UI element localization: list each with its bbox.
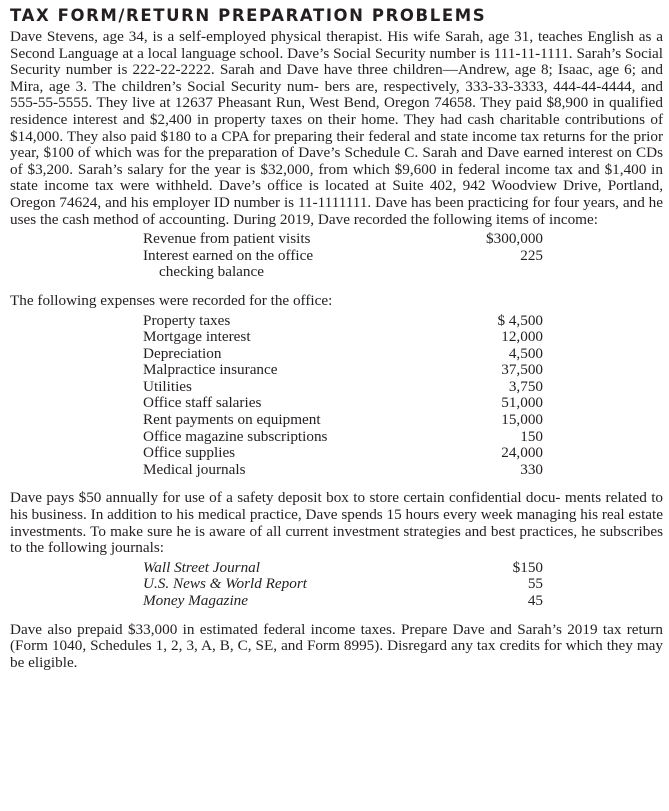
income-label: Interest earned on the office	[143, 246, 314, 264]
expense-table	[143, 313, 663, 479]
expense-label: Medical journals	[143, 460, 246, 478]
expense-row	[143, 445, 543, 462]
text-line: the cash method of accounting. During 2019, Dave recorded the following items of income:	[39, 210, 598, 228]
expenses-intro: The following expenses were recorded for the office:	[10, 291, 333, 309]
expense-row	[143, 346, 543, 363]
text-line: Dave also prepaid $33,000 in estimated federal income taxes. Prepare Dave and Sarah’s	[10, 620, 562, 638]
journal-table	[143, 560, 663, 610]
expense-amount: 150	[520, 427, 543, 445]
text-line: bers are, respectively, 333-33-3333, 444-44-4444, and 555-55-5555. They live at 12637	[10, 77, 663, 112]
income-row	[143, 264, 543, 281]
middle-paragraph	[10, 490, 663, 556]
text-line: 2019 tax return (Form 1040, Schedules 1, 2, 3, A, B, C, SE, and Form 8995). Disregard	[10, 620, 663, 655]
expense-amount: 51,000	[501, 394, 543, 412]
income-label: Revenue from patient visits	[143, 230, 311, 248]
text-line: returns for the prior year, $100 of which was for the preparation of Dave’s Schedule C.	[10, 127, 664, 162]
expense-amount: 24,000	[501, 444, 543, 462]
expense-amount: 4,500	[508, 344, 543, 362]
text-line: Sarah and Dave earned interest on CDs of $3,200. Sarah’s salary for the year is $32,000,	[10, 144, 664, 178]
journal-label: Wall Street Journal	[143, 558, 260, 576]
journal-row	[143, 576, 543, 593]
journal-amount: $150	[512, 558, 543, 576]
text-line: Dave Stevens, age 34, is a self-employed physical therapist. His wife Sarah, age 31, teaches	[10, 28, 583, 45]
text-line: and $2,400 in property taxes on their home. They had cash charitable contributions of	[122, 110, 663, 128]
expense-label: Office supplies	[143, 444, 236, 462]
expense-row	[143, 329, 543, 346]
expense-row	[143, 362, 543, 379]
income-row	[143, 248, 543, 265]
expense-label: Utilities	[143, 377, 192, 395]
text-line: Dave’s office is located at Suite 402, 942 Woodview Drive, Portland, Oregon 74624, and his	[10, 177, 663, 211]
text-line: investment strategies and best practices, he subscribes to the following journals:	[10, 522, 663, 557]
text-line: any tax credits for which they may be eligible.	[10, 637, 663, 671]
text-line: children—Andrew, age 8; Isaac, age 6; and Mira, age 3. The children’s Social Security num-	[10, 61, 664, 95]
expense-label: Depreciation	[143, 344, 222, 362]
expense-amount: 3,750	[508, 377, 543, 395]
journal-row	[143, 593, 543, 610]
expense-label: Rent payments on equipment	[143, 411, 321, 429]
expense-label: Property taxes	[143, 311, 231, 329]
expense-label: Office staff salaries	[143, 394, 262, 412]
expense-amount: 37,500	[501, 361, 543, 379]
journal-label: Money Magazine	[143, 592, 249, 609]
income-amount	[453, 264, 543, 281]
journal-label: U.S. News & World Report	[143, 575, 307, 593]
expense-amount: 15,000	[501, 411, 543, 429]
income-table	[143, 231, 663, 281]
text-line: every week managing his real estate investments. To make sure he is aware of all current	[10, 506, 663, 540]
journal-amount: 45	[527, 592, 543, 609]
expense-amount: $ 4,500	[497, 311, 543, 329]
text-line: Dave pays $50 annually for use of a safety deposit box to store certain confidential docu-	[10, 489, 561, 507]
section-heading: TAX FORM/RETURN PREPARATION PROBLEMS	[10, 6, 487, 25]
text-line: ments related to his business. In addition to his medical practice, Dave spends 15 hours	[10, 489, 664, 524]
journal-amount: 55	[527, 575, 543, 593]
text-line: Pheasant Run, West Bend, Oregon 74658. They paid $8,900 in qualified residence interest	[10, 94, 664, 128]
text-line: $14,000. They also paid $180 to a CPA for preparing their federal and state income tax	[10, 127, 540, 145]
intro-paragraph	[10, 29, 663, 228]
expense-row	[143, 379, 543, 396]
expense-row	[143, 412, 543, 429]
text-line: from which $9,600 in federal income tax and $1,400 in state income tax were withheld.	[10, 160, 663, 195]
expense-label: Mortgage interest	[143, 328, 251, 346]
expense-label: Office magazine subscriptions	[143, 427, 328, 445]
expense-row	[143, 429, 543, 446]
income-label: checking balance	[159, 263, 264, 281]
expense-row	[143, 313, 543, 330]
expense-row	[143, 395, 543, 412]
expense-label: Malpractice insurance	[143, 361, 278, 379]
closing-paragraph	[10, 622, 663, 672]
text-line: English as a Second Language at a local language school. Dave’s Social Security number is	[10, 28, 664, 62]
journal-row	[143, 560, 543, 577]
text-line: employer ID number is 11-1111111. Dave has been practicing for four years, and he uses	[10, 193, 664, 228]
expense-row	[143, 462, 543, 479]
income-amount: 225	[520, 246, 543, 264]
income-amount: $300,000	[486, 230, 543, 248]
expense-amount: 330	[520, 460, 543, 478]
text-line: 111-11-1111. Sarah’s Social Security number is 222-22-2222. Sarah and Dave have three	[10, 44, 664, 79]
income-row	[143, 231, 543, 248]
expense-amount: 12,000	[501, 328, 543, 346]
